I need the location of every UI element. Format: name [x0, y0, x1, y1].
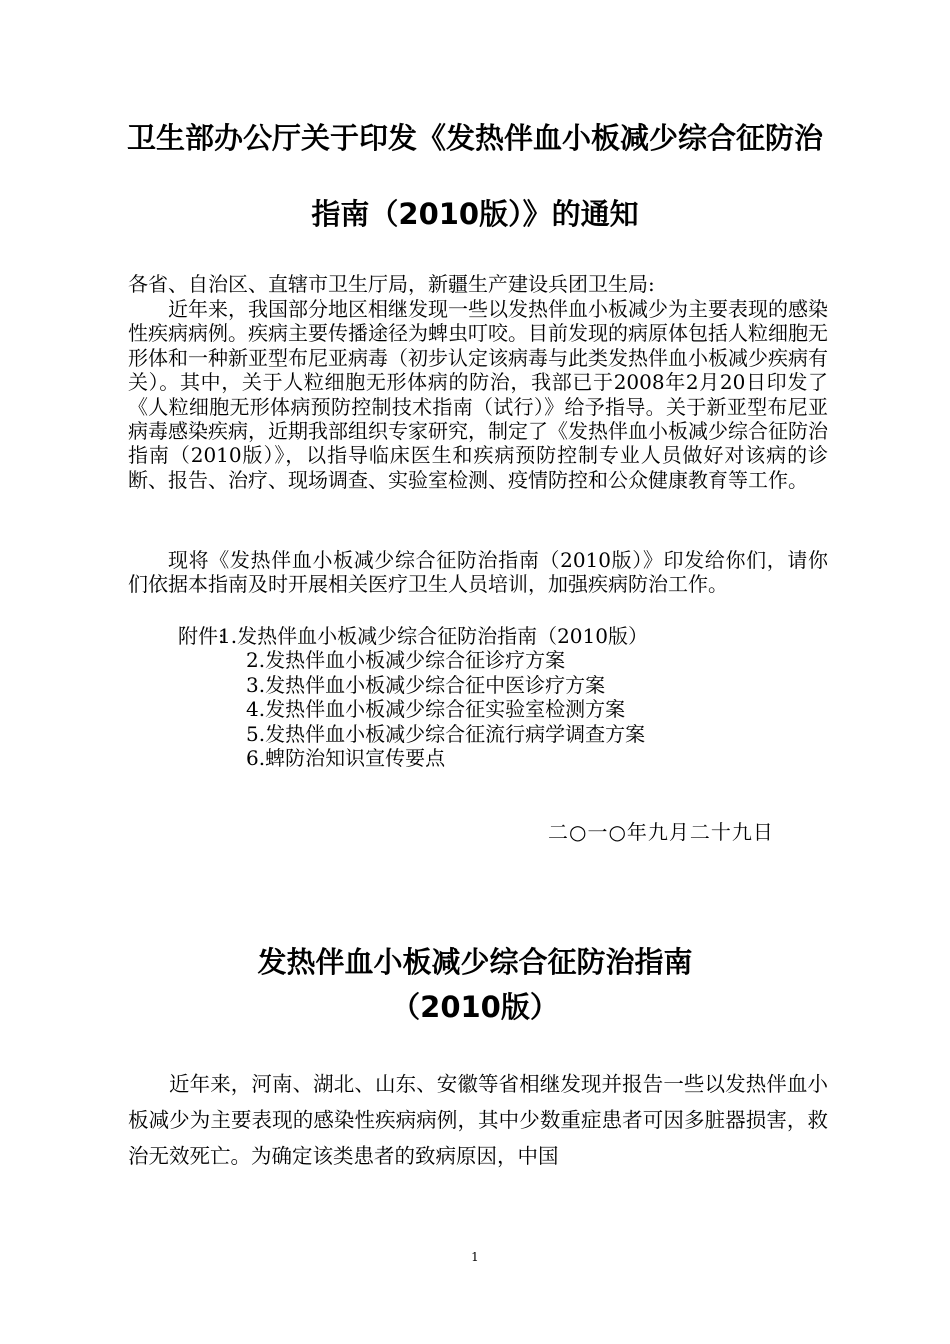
attachment-text: 1.发热伴血小板减少综合征防治指南（2010版）	[218, 624, 648, 648]
notice-paragraph-2: 现将《发热伴血小板减少综合征防治指南（2010版）》印发给你们，请你们依据本指南及时开展相关医疗卫生人员培训，加强疾病防治工作。	[128, 548, 828, 597]
attachment-item	[128, 648, 828, 672]
guide-paragraph-1: 近年来，河南、湖北、山东、安徽等省相继发现并报告一些以发热伴血小板减少为主要表现的感染性疾病病例，其中少数重症患者可因多脏器损害，救治无效死亡。为确定该类患者的致病原因，中国	[128, 1072, 828, 1168]
attachment-text: 2.发热伴血小板减少综合征诊疗方案	[246, 648, 566, 673]
page-number: 1	[471, 1250, 479, 1264]
attachment-text: 6.蜱防治知识宣传要点	[246, 745, 446, 770]
guide-title-line-1: 发热伴血小板减少综合征防治指南	[257, 945, 693, 979]
attachment-item	[128, 697, 828, 721]
salutation: 各省、自治区、直辖市卫生厅局，新疆生产建设兵团卫生局:	[128, 272, 655, 296]
attachment-item	[128, 746, 828, 770]
attachment-text: 3.发热伴血小板减少综合征中医诊疗方案	[246, 672, 606, 697]
notice-title-line-1: 卫生部办公厅关于印发《发热伴血小板减少综合征防治	[126, 121, 823, 155]
notice-title-line-2: 指南（2010版）》的通知	[311, 197, 639, 231]
attachment-text: 4.发热伴血小板减少综合征实验室检测方案	[246, 697, 626, 722]
notice-paragraph-1: 近年来，我国部分地区相继发现一些以发热伴血小板减少为主要表现的感染性疾病病例。疾病主要传播途径为蜱虫叮咬。目前发现的病原体包括人粒细胞无形体和一种新亚型布尼亚病毒（初步认定该病毒与此类发热伴血小板减少疾病有关）。其中，关于人粒细胞无形体病的防治，我部已于2008年2月20日印发了《人粒细胞无形体病预防控制技术指南（试行）》给予指导。关于新亚型布尼亚病毒感染疾病，近期我部组织专家研究，制定了《发热伴血小板减少综合征防治指南（2010版）》，以指导临床医生和疾病预防控制专业人员做好对该病的诊断、报告、治疗、现场调查、实验室检测、疫情防控和公众健康教育等工作。	[128, 297, 828, 492]
attachment-item	[128, 673, 828, 697]
attachment-item	[128, 722, 828, 746]
attachment-item	[128, 624, 828, 648]
notice-date: 二○一○年九月二十九日	[548, 820, 774, 844]
attachments-label: 附件:	[178, 624, 225, 648]
guide-title-line-2: （2010版）	[391, 990, 559, 1024]
attachment-text: 5.发热伴血小板减少综合征流行病学调查方案	[246, 721, 646, 746]
attachments-list	[128, 624, 828, 770]
